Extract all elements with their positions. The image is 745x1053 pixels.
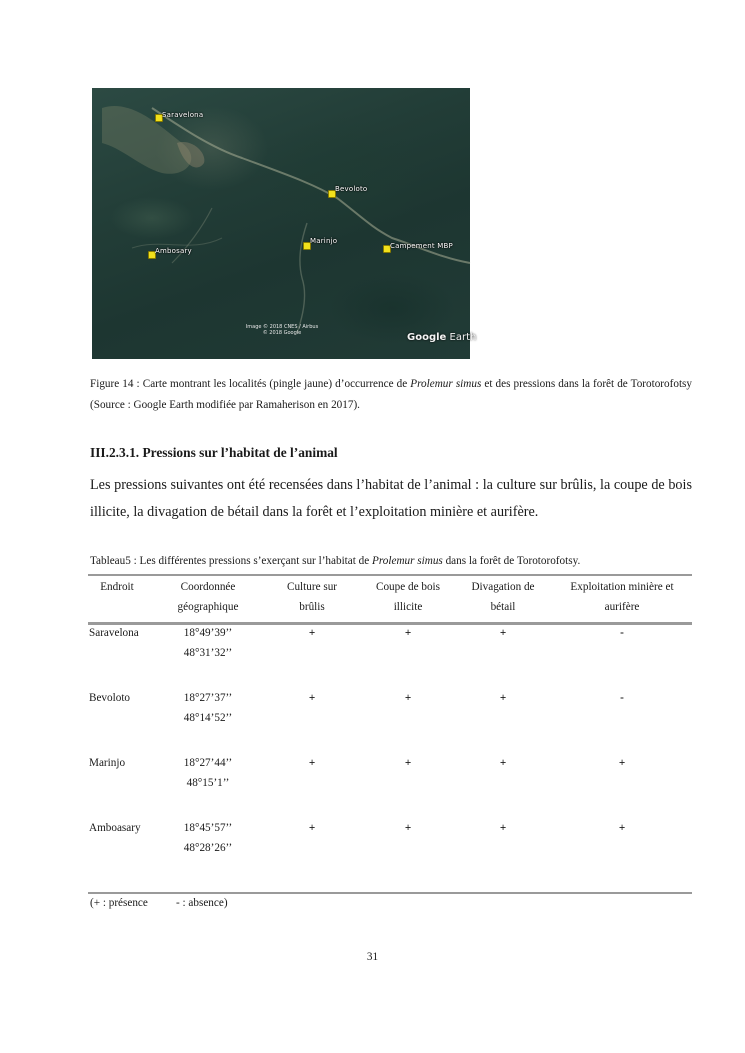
map-terrain — [92, 88, 470, 359]
header-endroit — [88, 577, 146, 597]
header-line: Endroit — [100, 581, 134, 593]
coord-lon: 48°14’52’’ — [183, 712, 233, 724]
table-cell-coupe: + — [404, 822, 412, 834]
pin-label-saravelona: Saravelona — [162, 111, 204, 119]
table-cell-coords — [160, 623, 256, 663]
brand-google: Google — [407, 332, 447, 343]
pin-label-ambosary: Ambosary — [155, 247, 192, 255]
table-caption-suffix: dans la forêt de Torotorofotsy. — [442, 555, 581, 567]
satellite-map — [92, 88, 477, 359]
table-bottom-rule — [88, 892, 692, 894]
table-cell-divagation: + — [499, 757, 507, 769]
brand-earth: Earth — [449, 332, 477, 343]
table-cell-exploitation: - — [620, 627, 624, 639]
table-cell-coords — [160, 818, 256, 858]
header-line: bétail — [490, 601, 516, 613]
header-culture — [266, 577, 358, 617]
map-credit-line2: © 2018 Google — [262, 330, 302, 336]
table-cell-exploitation: - — [620, 692, 624, 704]
table-caption — [90, 555, 580, 567]
section-paragraph: Les pressions suivantes ont été recensées dans l’habitat de l’animal : la culture sur brûlis, la coupe de bois illicite, la divagation de bétail dans la forêt et l’exploitation minière et aurifère. — [90, 477, 692, 520]
header-line: illicite — [393, 601, 423, 613]
coord-lon: 48°31’32’’ — [183, 647, 233, 659]
header-coordonnee — [160, 577, 256, 617]
table-caption-species: Prolemur simus — [372, 555, 443, 567]
table-cell-divagation: + — [499, 822, 507, 834]
table-cell-place: Saravelona — [89, 627, 139, 639]
coord-lon: 48°15’1’’ — [186, 777, 230, 789]
header-line: Coupe de bois — [375, 581, 440, 593]
pin-label-bevoloto: Bevoloto — [335, 185, 368, 193]
table-legend-absence: - : absence) — [176, 897, 228, 909]
table-caption-prefix: Tableau5 : Les différentes pressions s’exerçant sur l’habitat de — [90, 555, 373, 567]
figure-caption — [90, 374, 692, 416]
table-cell-exploitation: + — [618, 757, 626, 769]
table-legend-presence: (+ : présence — [90, 897, 148, 909]
table-cell-coupe: + — [404, 692, 412, 704]
map-credit — [242, 324, 322, 336]
coord-lat: 18°49’39’’ — [183, 627, 233, 639]
map-credit-line1: Image © 2018 CNES / Airbus — [245, 324, 319, 330]
header-line: brûlis — [299, 601, 325, 613]
header-line: Culture sur — [286, 581, 338, 593]
table-cell-place: Bevoloto — [89, 692, 131, 704]
table-cell-coords — [160, 753, 256, 793]
table-cell-divagation: + — [499, 627, 507, 639]
coord-lat: 18°45’57’’ — [183, 822, 233, 834]
pin-label-marinjo: Marinjo — [310, 237, 338, 245]
coord-lat: 18°27’37’’ — [183, 692, 233, 704]
header-divagation — [458, 577, 548, 617]
table-cell-place: Marinjo — [89, 757, 126, 769]
header-exploitation — [556, 577, 688, 617]
caption-suffix: et des pressions dans la forêt de Torotorofotsy (Source : Google Earth modifiée par Ramaherison en 2017). — [90, 378, 692, 411]
table-cell-culture: + — [308, 627, 316, 639]
table-cell-culture: + — [308, 757, 316, 769]
header-coupe — [360, 577, 456, 617]
page-number: 31 — [366, 951, 379, 963]
table-cell-place: Amboasary — [89, 822, 141, 834]
coord-lon: 48°28’26’’ — [183, 842, 233, 854]
caption-species: Prolemur simus — [410, 378, 482, 390]
header-line: géographique — [177, 601, 239, 613]
caption-prefix: Figure 14 : Carte montrant les localités (pingle jaune) d’occurrence de — [90, 378, 411, 390]
table-cell-coords — [160, 688, 256, 728]
table-cell-coupe: + — [404, 627, 412, 639]
section-heading: III.2.3.1. Pressions sur l’habitat de l’animal — [90, 445, 338, 460]
table-cell-divagation: + — [499, 692, 507, 704]
table-cell-exploitation: + — [618, 822, 626, 834]
pin-label-campement: Campement MBP — [390, 242, 453, 250]
table-cell-coupe: + — [404, 757, 412, 769]
table-cell-culture: + — [308, 692, 316, 704]
header-line: Divagation de — [471, 581, 535, 593]
header-line: Exploitation minière et — [570, 581, 674, 593]
google-earth-logo — [407, 332, 476, 343]
header-line: Coordonnée — [180, 581, 236, 593]
header-line: aurifère — [604, 601, 640, 613]
table-top-rule — [88, 574, 692, 576]
table-cell-culture: + — [308, 822, 316, 834]
coord-lat: 18°27’44’’ — [183, 757, 233, 769]
